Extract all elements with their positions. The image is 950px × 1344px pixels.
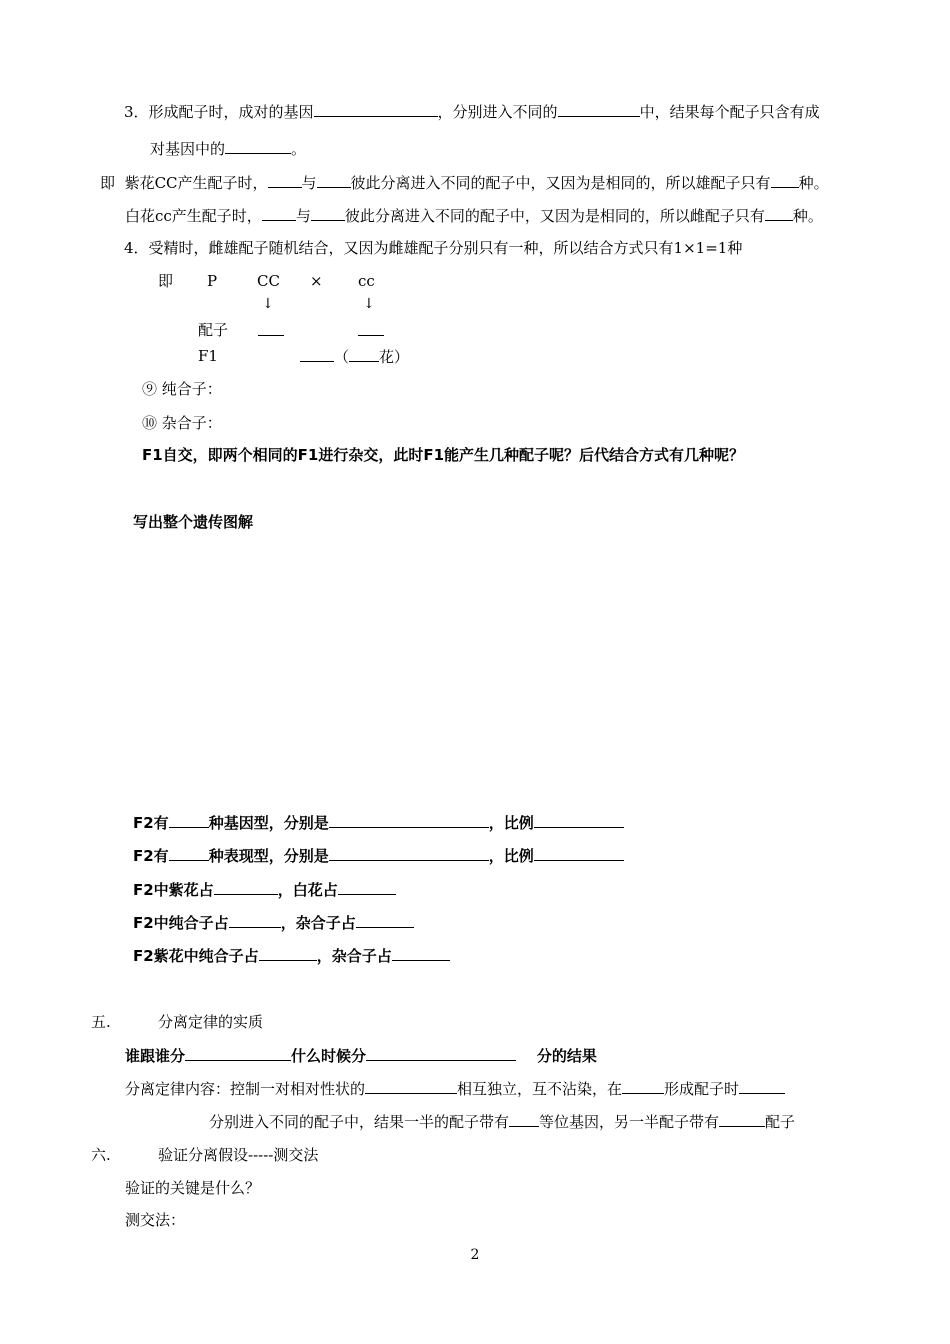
blank[interactable] bbox=[314, 101, 438, 117]
blank[interactable] bbox=[300, 346, 334, 362]
blank[interactable] bbox=[365, 1078, 457, 1094]
blank[interactable] bbox=[534, 845, 624, 861]
blank[interactable] bbox=[258, 320, 284, 336]
blank[interactable] bbox=[229, 912, 281, 928]
blank[interactable] bbox=[169, 845, 209, 861]
f2-purple-pure-line: F2紫花中纯合子占 ，杂合子占 bbox=[133, 945, 450, 966]
section6-key-question: 验证的关键是什么？ bbox=[125, 1179, 261, 1197]
blank[interactable] bbox=[311, 205, 345, 221]
blank[interactable] bbox=[366, 1045, 516, 1061]
arrow-down-icon: ↓ bbox=[262, 296, 274, 312]
blank[interactable] bbox=[358, 320, 384, 336]
section5-title: 分离定律的实质 bbox=[158, 1013, 264, 1031]
blank[interactable] bbox=[268, 172, 302, 188]
blank[interactable] bbox=[169, 812, 209, 828]
section5-content-line2: 分别进入不同的配子中，结果一半的配子带有 等位基因，另一半配子带有 配子 bbox=[209, 1113, 796, 1131]
cross-p: P bbox=[207, 272, 218, 290]
section5-content-line1: 分离定律内容：控制一对相对性状的 相互独立，互不沾染，在 形成配子时 bbox=[125, 1078, 785, 1099]
blank[interactable] bbox=[225, 138, 291, 154]
item3-line1: 3．形成配子时，成对的基因 ，分别进入不同的 中，结果每个配子只含有成 bbox=[124, 103, 820, 121]
blank[interactable] bbox=[329, 845, 489, 861]
blank[interactable] bbox=[338, 879, 396, 895]
blank[interactable] bbox=[329, 812, 489, 828]
homozygote-label: ⑨ 纯合子： bbox=[142, 380, 222, 398]
blank[interactable] bbox=[719, 1111, 765, 1127]
blank[interactable] bbox=[317, 172, 351, 188]
item3-line2: 对基因中的 。 bbox=[150, 140, 307, 158]
blank[interactable] bbox=[259, 945, 317, 961]
cross-cc: cc bbox=[358, 272, 375, 290]
blank[interactable] bbox=[392, 945, 450, 961]
arrow-down-icon: ↓ bbox=[363, 296, 375, 312]
section6-number: 六. bbox=[91, 1146, 111, 1164]
cross-f1-line: （ 花） bbox=[300, 346, 409, 367]
section6-title: 验证分离假设-----测交法 bbox=[158, 1146, 319, 1164]
blank[interactable] bbox=[534, 812, 624, 828]
blank[interactable] bbox=[356, 912, 414, 928]
blank[interactable] bbox=[739, 1078, 785, 1094]
blank[interactable] bbox=[349, 346, 379, 362]
blank[interactable] bbox=[558, 101, 640, 117]
page-number: 2 bbox=[470, 1247, 480, 1263]
heterozygote-label: ⑩ 杂合子： bbox=[142, 414, 222, 432]
f2-genotype-line: F2有 种基因型，分别是 ，比例 bbox=[133, 812, 624, 833]
blank[interactable] bbox=[509, 1111, 539, 1127]
blank[interactable] bbox=[771, 172, 799, 188]
blank[interactable] bbox=[622, 1078, 664, 1094]
blank[interactable] bbox=[765, 205, 793, 221]
blank[interactable] bbox=[185, 1045, 291, 1061]
f2-purple-line: F2中紫花占 ，白花占 bbox=[133, 879, 396, 900]
f1-question: F1自交，即两个相同的F1进行杂交，此时F1能产生几种配子呢？后代结合方式有几种呢？ bbox=[142, 446, 745, 464]
white-line: 白花cc产生配子时， 与 彼此分离进入不同的配子中，又因为是相同的，所以雌配子只有 种。 bbox=[125, 207, 823, 225]
f2-phenotype-line: F2有 种表现型，分别是 ，比例 bbox=[133, 845, 624, 866]
section5-who-line: 谁跟谁分 什么时候分 分的结果 bbox=[125, 1047, 597, 1065]
item4: 4．受精时，雌雄配子随机结合，又因为雌雄配子分别只有一种，所以结合方式只有1×1=1种 bbox=[124, 239, 743, 257]
blank[interactable] bbox=[214, 879, 278, 895]
cross-times: × bbox=[310, 272, 323, 290]
write-diagram-prompt: 写出整个遗传图解 bbox=[133, 513, 254, 531]
cross-f1-label: F1 bbox=[198, 347, 218, 365]
gamete-blank-2 bbox=[358, 320, 384, 341]
cross-ji: 即 bbox=[158, 272, 174, 290]
blank[interactable] bbox=[262, 205, 296, 221]
f2-pure-line: F2中纯合子占 ，杂合子占 bbox=[133, 912, 414, 933]
section5-number: 五. bbox=[91, 1013, 111, 1031]
section6-testcross: 测交法： bbox=[125, 1211, 186, 1229]
purple-line: 即 紫花CC产生配子时， 与 彼此分离进入不同的配子中，又因为是相同的，所以雄配子只有 种。 bbox=[100, 174, 829, 192]
cross-CC: CC bbox=[257, 272, 280, 290]
cross-gamete-label: 配子 bbox=[198, 321, 229, 339]
gamete-blank-1 bbox=[258, 320, 284, 341]
